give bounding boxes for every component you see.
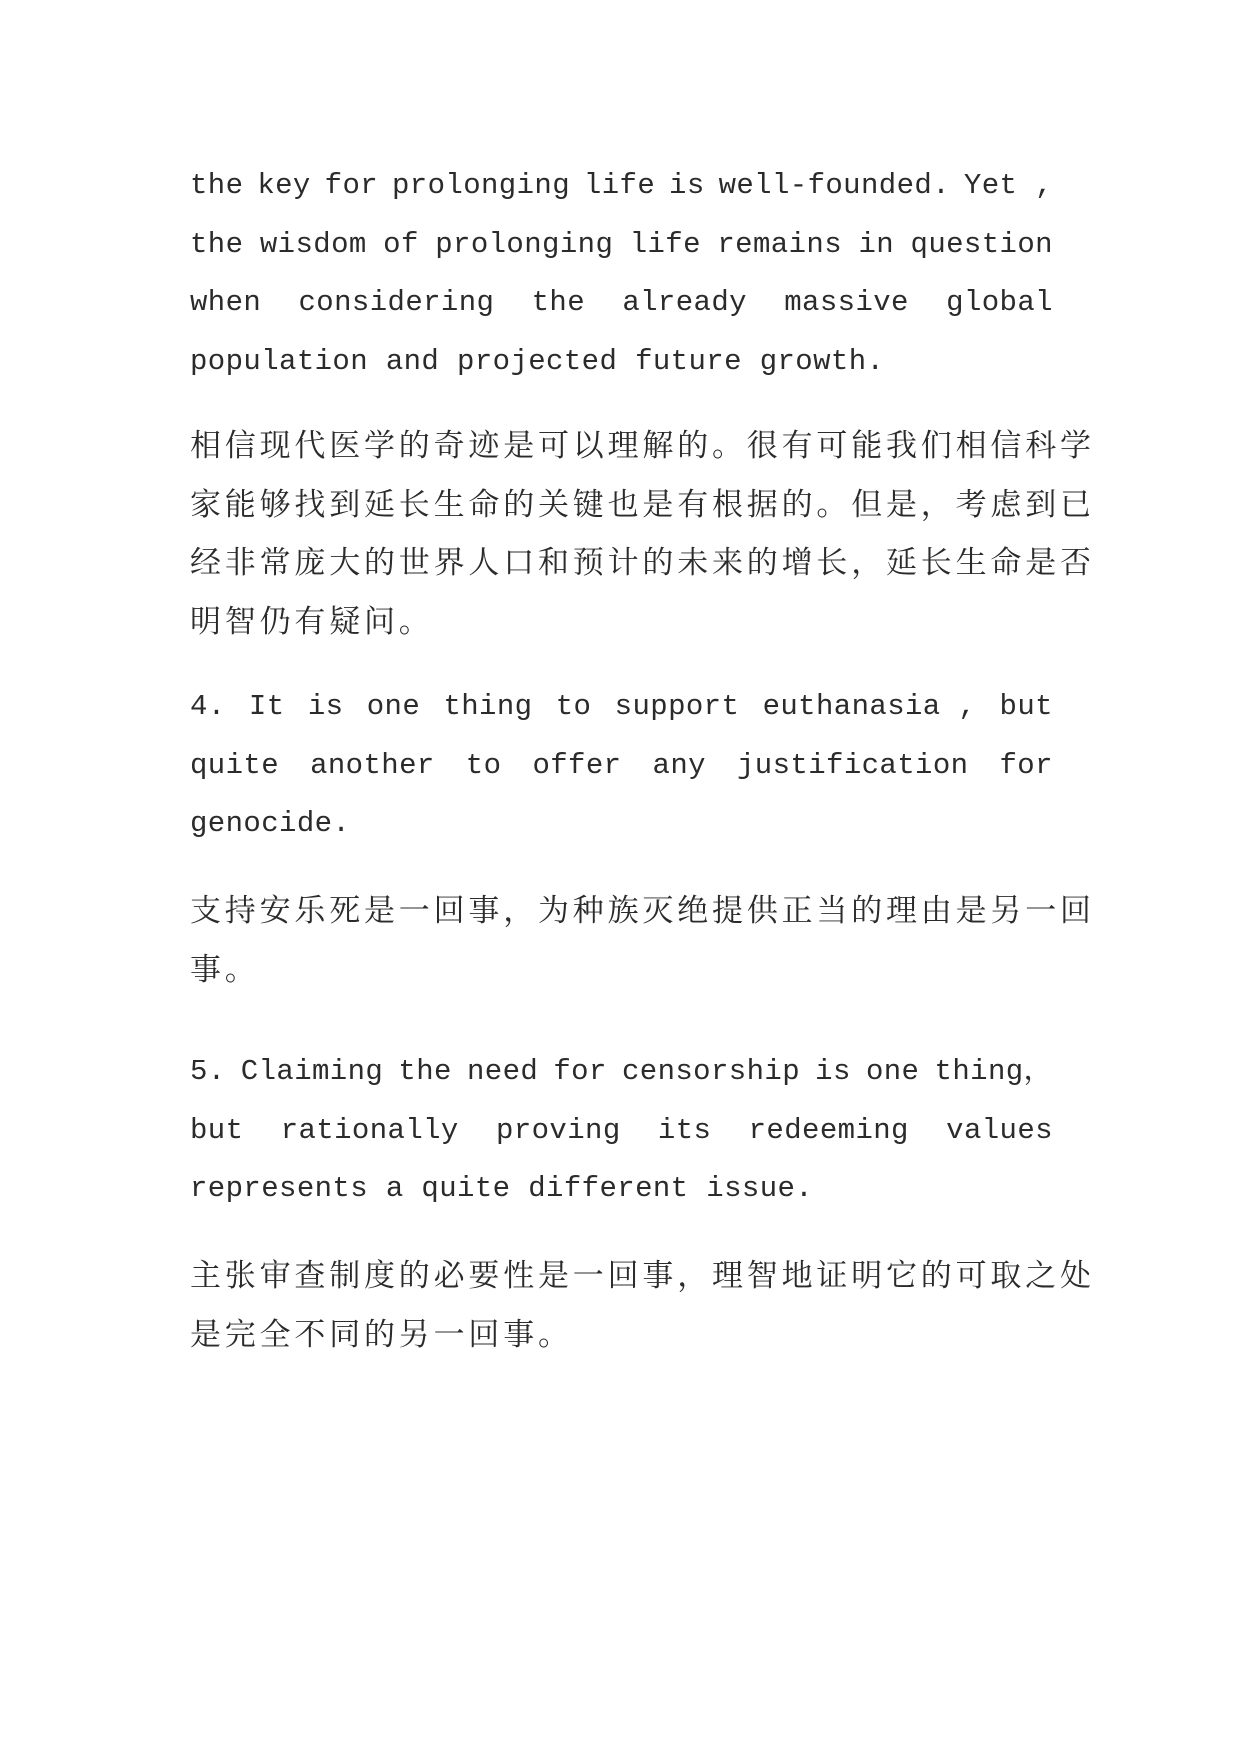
word: Claiming xyxy=(240,1055,384,1088)
word: already xyxy=(622,286,747,319)
word: question xyxy=(910,227,1053,261)
text-line xyxy=(190,1102,1053,1161)
word: is xyxy=(815,1055,851,1088)
word: for xyxy=(553,1055,607,1088)
word: 4. xyxy=(190,690,226,723)
text-line: 支持安乐死是一回事，为种族灭绝提供正当的理由是另一回 xyxy=(190,893,1095,929)
text-line xyxy=(190,1043,1053,1102)
word: of xyxy=(383,227,419,261)
paragraph-en-prolonging-life xyxy=(190,157,1053,391)
word: in xyxy=(858,227,895,261)
word: key xyxy=(257,169,311,202)
word: wisdom xyxy=(259,227,367,261)
word: the xyxy=(190,169,244,202)
word: the xyxy=(190,227,244,261)
text-line: 是完全不同的另一回事。 xyxy=(190,1316,573,1353)
word: for xyxy=(999,748,1053,782)
paragraph-en-euthanasia xyxy=(190,678,1053,854)
word: support xyxy=(614,690,740,723)
word: values xyxy=(946,1113,1053,1147)
word: is xyxy=(307,690,344,723)
word: but xyxy=(190,1113,244,1147)
word: redeeming xyxy=(748,1113,909,1147)
paragraph-zh-euthanasia xyxy=(190,882,1095,999)
word: 5. xyxy=(190,1055,226,1088)
word: massive xyxy=(784,286,909,319)
word: the xyxy=(398,1055,452,1088)
paragraph-en-censorship xyxy=(190,1043,1053,1219)
word: considering xyxy=(298,286,495,319)
text-line xyxy=(190,678,1053,737)
word: thing xyxy=(443,690,533,723)
word: offer xyxy=(532,748,622,782)
word: thing， xyxy=(934,1055,1053,1088)
word: any xyxy=(652,748,706,782)
word: life xyxy=(583,169,656,202)
word: when xyxy=(190,286,262,319)
word: for xyxy=(324,169,379,202)
text-line: 事。 xyxy=(190,951,260,988)
word: the xyxy=(531,286,586,319)
text-line: 家能够找到延长生命的关键也是有根据的。但是，考虑到已 xyxy=(190,486,1095,523)
text-line xyxy=(190,216,1053,275)
word: rationally xyxy=(280,1113,459,1147)
word: one xyxy=(366,690,421,723)
word: prolonging xyxy=(435,227,614,261)
word: but xyxy=(999,690,1053,723)
text-line: population and projected future growth. xyxy=(190,344,885,378)
text-line xyxy=(190,737,1053,796)
word: Yet , xyxy=(963,169,1053,202)
word: remains xyxy=(717,227,842,261)
word: global xyxy=(946,286,1053,319)
text-line: 相信现代医学的奇迹是可以理解的。很有可能我们相信科学 xyxy=(190,428,1095,464)
word: euthanasia , xyxy=(762,690,977,723)
word: It xyxy=(248,690,285,723)
word: another xyxy=(310,748,435,782)
word: justification xyxy=(737,748,969,782)
word: quite xyxy=(190,748,280,782)
word: one xyxy=(865,1055,920,1088)
text-line: represents a quite different issue. xyxy=(190,1172,814,1205)
word: its xyxy=(657,1113,712,1147)
word: prolonging xyxy=(391,169,571,202)
word: censorship xyxy=(621,1055,800,1088)
text-line: genocide. xyxy=(190,807,351,840)
word: need xyxy=(466,1055,539,1088)
word: life xyxy=(629,227,701,261)
text-line: 经非常庞大的世界人口和预计的未来的增长，延长生命是否 xyxy=(190,545,1095,581)
word: is xyxy=(669,169,705,202)
text-line xyxy=(190,157,1053,216)
text-line xyxy=(190,274,1053,333)
word: to xyxy=(465,748,502,782)
word: proving xyxy=(496,1113,621,1147)
paragraph-zh-censorship xyxy=(190,1247,1095,1364)
text-line: 主张审查制度的必要性是一回事，理智地证明它的可取之处 xyxy=(190,1258,1095,1294)
word: to xyxy=(555,690,592,723)
text-line: 明智仍有疑问。 xyxy=(190,603,434,640)
paragraph-zh-prolonging-life xyxy=(190,417,1095,651)
word: well-founded. xyxy=(718,169,950,202)
